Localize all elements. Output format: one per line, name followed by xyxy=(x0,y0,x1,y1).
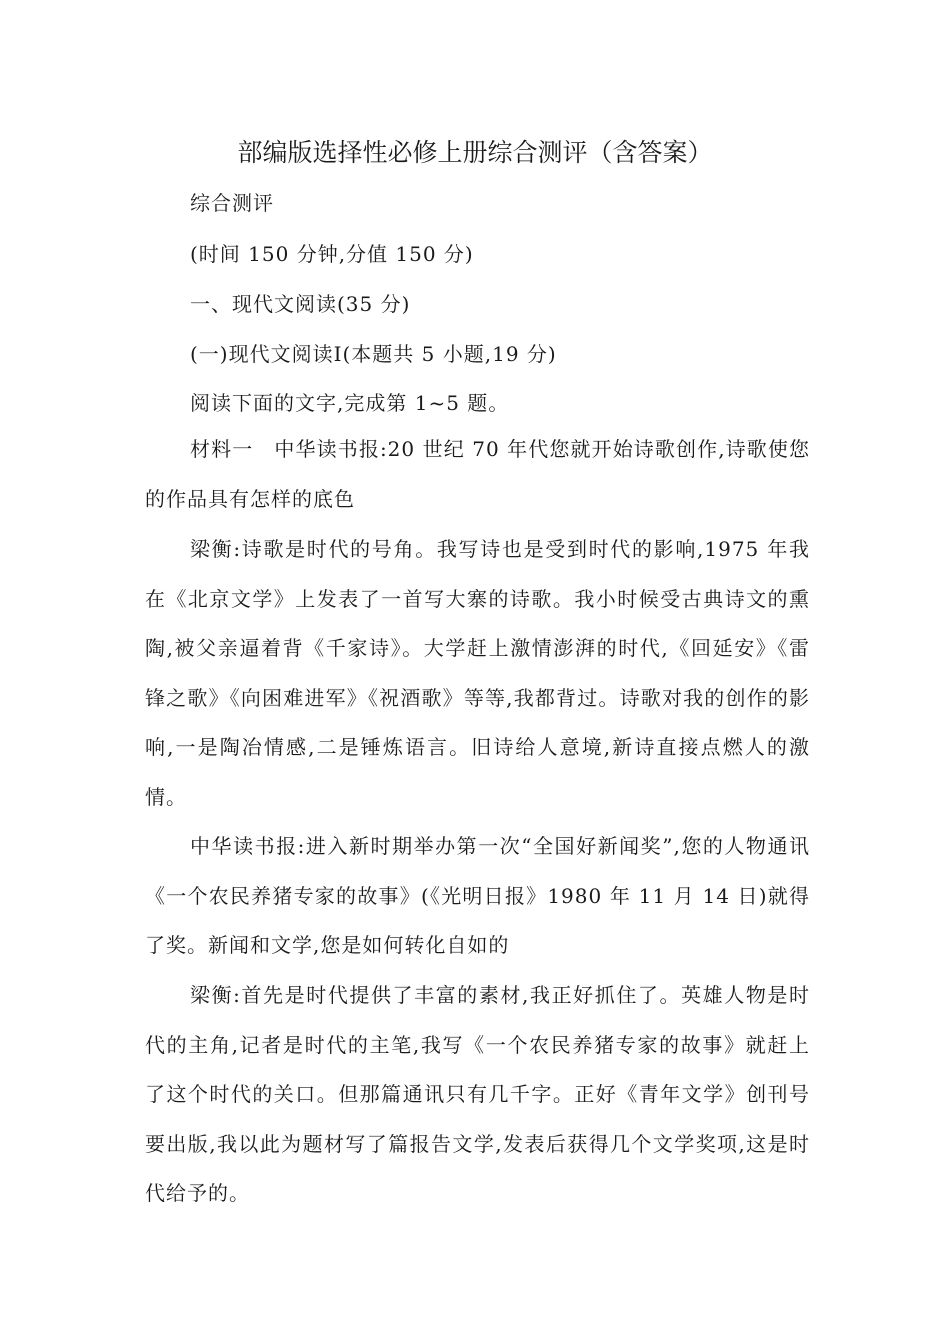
paragraph-question-2: 中华读书报:进入新时期举办第一次“全国好新闻奖”,您的人物通讯《一个农民养猪专家的故事》(《光明日报》1980 年 11 月 14 日)就得了奖。新闻和文学,您是如何转化自如的 xyxy=(145,834,810,957)
paragraph-material-one: 材料一 中华读书报:20 世纪 70 年代您就开始诗歌创作,诗歌使您的作品具有怎样的底色 xyxy=(145,437,810,511)
subtitle: 综合测评 xyxy=(190,191,274,215)
time-note: (时间 150 分钟,分值 150 分) xyxy=(190,242,474,266)
instruction: 阅读下面的文字,完成第 1~5 题。 xyxy=(190,391,510,415)
document-title: 部编版选择性必修上册综合测评（含答案） xyxy=(237,138,713,167)
subsection-heading: (一)现代文阅读Ⅰ(本题共 5 小题,19 分) xyxy=(190,342,557,366)
paragraph-liangheng-answer-2: 梁衡:首先是时代提供了丰富的素材,我正好抓住了。英雄人物是时代的主角,记者是时代的主笔,我写《一个农民养猪专家的故事》就赶上了这个时代的关口。但那篇通讯只有几千字。正好《青年文学》创刊号要出版,我以此为题材写了篇报告文学,发表后获得几个文学奖项,这是时代给予的。 xyxy=(145,983,810,1205)
section-heading: 一、现代文阅读(35 分) xyxy=(190,292,411,316)
paragraph-liangheng-answer-1: 梁衡:诗歌是时代的号角。我写诗也是受到时代的影响,1975 年我在《北京文学》上发表了一首写大寨的诗歌。我小时候受古典诗文的熏陶,被父亲逼着背《千家诗》。大学赶上激情澎湃的时代,《回延安》《雷锋之歌》《向困难进军》《祝酒歌》等等,我都背过。诗歌对我的创作的影响,一是陶冶情感,二是锤炼语言。旧诗给人意境,新诗直接点燃人的激情。 xyxy=(145,537,810,809)
